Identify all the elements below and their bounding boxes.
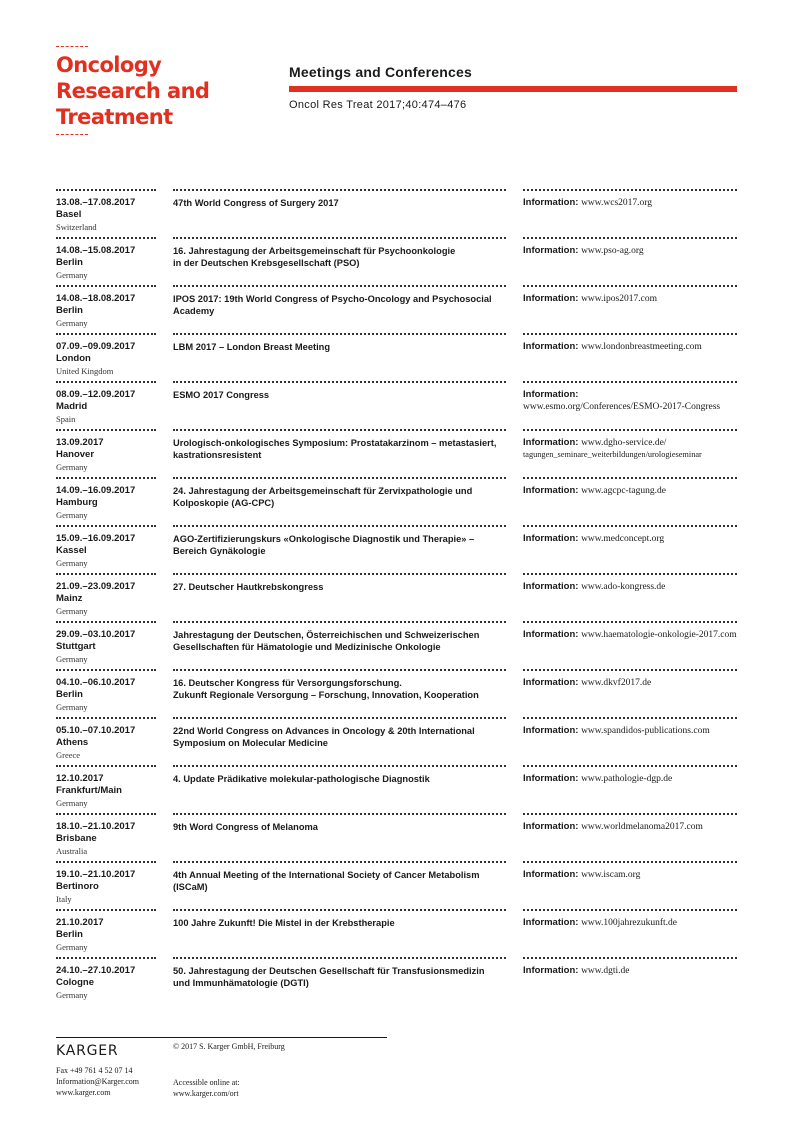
event-row bbox=[56, 621, 737, 669]
event-info-cell bbox=[523, 237, 737, 257]
event-location-cell bbox=[56, 285, 156, 330]
event-info-line bbox=[523, 677, 737, 689]
event-url[interactable]: www.pso-ag.org bbox=[581, 246, 644, 256]
event-location-cell bbox=[56, 381, 156, 426]
event-row bbox=[56, 429, 737, 477]
event-title-line-1: 100 Jahre Zukunft! Die Mistel in der Krebstherapie bbox=[173, 918, 395, 928]
dotted-divider bbox=[173, 189, 506, 191]
logo-divider-bottom bbox=[56, 134, 88, 135]
dotted-divider bbox=[56, 189, 156, 191]
section-title: Meetings and Conferences bbox=[289, 64, 472, 80]
event-location-cell bbox=[56, 861, 156, 906]
event-country: Germany bbox=[56, 462, 88, 472]
event-row bbox=[56, 765, 737, 813]
event-row bbox=[56, 525, 737, 573]
info-label: Information: bbox=[523, 485, 579, 496]
event-title-cell bbox=[173, 813, 506, 833]
event-city: Berlin bbox=[56, 305, 83, 316]
event-title-line-1: 24. Jahrestagung der Arbeitsgemeinschaft für Zervixpathologie und bbox=[173, 486, 473, 496]
event-title-cell bbox=[173, 765, 506, 785]
event-row bbox=[56, 189, 737, 237]
event-location-cell bbox=[56, 525, 156, 570]
logo-line-1: Oncology bbox=[56, 53, 162, 77]
event-title-line-1: 16. Deutscher Kongress für Versorgungsforschung. bbox=[173, 678, 402, 688]
event-url[interactable]: www.ado-kongress.de bbox=[581, 582, 666, 592]
event-date: 14.08.–15.08.2017 bbox=[56, 245, 136, 256]
event-title-line-1: 47th World Congress of Surgery 2017 bbox=[173, 198, 339, 208]
event-country: Germany bbox=[56, 318, 88, 328]
info-label: Information: bbox=[523, 725, 579, 736]
event-city: Berlin bbox=[56, 689, 83, 700]
event-title-line-1: 27. Deutscher Hautkrebskongress bbox=[173, 582, 324, 592]
event-title-line-2: Gesellschaften für Hämatologie und Medizinische Onkologie bbox=[173, 642, 441, 652]
event-country: Spain bbox=[56, 414, 76, 424]
online-access bbox=[173, 1077, 240, 1099]
dotted-divider bbox=[173, 285, 506, 287]
event-row bbox=[56, 285, 737, 333]
dotted-divider bbox=[173, 525, 506, 527]
event-location-cell bbox=[56, 573, 156, 618]
event-title-line-1: AGO-Zertifizierungskurs «Onkologische Diagnostik und Therapie» – bbox=[173, 534, 475, 544]
event-country: Germany bbox=[56, 270, 88, 280]
dotted-divider bbox=[173, 333, 506, 335]
event-url-continued[interactable]: www.esmo.org/Conferences/ESMO-2017-Congress bbox=[523, 402, 721, 412]
event-info-cell bbox=[523, 525, 737, 545]
event-title-line-1: 50. Jahrestagung der Deutschen Gesellschaft für Transfusionsmedizin bbox=[173, 966, 485, 976]
dotted-divider bbox=[173, 573, 506, 575]
dotted-divider bbox=[523, 957, 737, 959]
fax: Fax +49 761 4 52 07 14 bbox=[56, 1066, 133, 1075]
event-row bbox=[56, 861, 737, 909]
event-url[interactable]: www.ipos2017.com bbox=[581, 294, 657, 304]
dotted-divider bbox=[173, 237, 506, 239]
event-location-cell bbox=[56, 813, 156, 858]
dotted-divider bbox=[173, 717, 506, 719]
publisher-contact bbox=[56, 1065, 139, 1098]
event-date: 07.09.–09.09.2017 bbox=[56, 341, 136, 352]
event-location-cell bbox=[56, 909, 156, 954]
event-info-cell bbox=[523, 429, 737, 461]
event-location-cell bbox=[56, 429, 156, 474]
event-row bbox=[56, 477, 737, 525]
event-location-cell bbox=[56, 237, 156, 282]
event-info-line-2 bbox=[523, 449, 737, 461]
info-label: Information: bbox=[523, 197, 579, 208]
dotted-divider bbox=[56, 333, 156, 335]
event-info-line bbox=[523, 389, 737, 401]
event-title-cell bbox=[173, 909, 506, 929]
event-info-cell bbox=[523, 909, 737, 929]
event-title-line-2: Academy bbox=[173, 306, 215, 316]
info-label: Information: bbox=[523, 821, 579, 832]
dotted-divider bbox=[173, 477, 506, 479]
event-info-cell bbox=[523, 333, 737, 353]
dotted-divider bbox=[56, 861, 156, 863]
event-city: Berlin bbox=[56, 929, 83, 940]
event-title-cell bbox=[173, 861, 506, 893]
event-title-line-1: IPOS 2017: 19th World Congress of Psycho-Oncology and Psychosocial bbox=[173, 294, 492, 304]
event-title-cell bbox=[173, 525, 506, 557]
event-title-line-1: Jahrestagung der Deutschen, Österreichischen und Schweizerischen bbox=[173, 630, 480, 640]
event-date: 14.09.–16.09.2017 bbox=[56, 485, 136, 496]
access-url-link[interactable]: www.karger.com/ort bbox=[173, 1089, 239, 1098]
event-location-cell bbox=[56, 765, 156, 810]
info-label: Information: bbox=[523, 869, 579, 880]
event-location-cell bbox=[56, 189, 156, 234]
event-info-cell bbox=[523, 573, 737, 593]
event-city: Frankfurt/Main bbox=[56, 785, 122, 796]
event-url[interactable]: www.londonbreastmeeting.com bbox=[581, 342, 702, 352]
dotted-divider bbox=[56, 285, 156, 287]
event-city: Basel bbox=[56, 209, 82, 220]
event-country: Greece bbox=[56, 750, 81, 760]
dotted-divider bbox=[56, 765, 156, 767]
event-title-cell bbox=[173, 573, 506, 593]
info-label: Information: bbox=[523, 581, 579, 592]
event-date: 04.10.–06.10.2017 bbox=[56, 677, 136, 688]
event-title-line-2: (ISCaM) bbox=[173, 882, 208, 892]
event-date: 13.08.–17.08.2017 bbox=[56, 197, 136, 208]
event-title-line-1: 22nd World Congress on Advances in Oncology & 20th International bbox=[173, 726, 475, 736]
dotted-divider bbox=[523, 477, 737, 479]
event-title-line-1: 9th Word Congress of Melanoma bbox=[173, 822, 318, 832]
event-title-line-1: 4th Annual Meeting of the International Society of Cancer Metabolism bbox=[173, 870, 480, 880]
info-label: Information: bbox=[523, 629, 579, 640]
event-date: 21.10.2017 bbox=[56, 917, 104, 928]
event-city: Cologne bbox=[56, 977, 94, 988]
logo-divider-top bbox=[56, 46, 88, 47]
dotted-divider bbox=[523, 813, 737, 815]
events-list bbox=[56, 189, 737, 1005]
info-label: Information: bbox=[523, 917, 579, 928]
event-info-cell bbox=[523, 285, 737, 305]
event-row bbox=[56, 717, 737, 765]
dotted-divider bbox=[56, 669, 156, 671]
event-city: Hanover bbox=[56, 449, 95, 460]
event-url[interactable]: www.agcpc-tagung.de bbox=[581, 486, 666, 496]
dotted-divider bbox=[523, 573, 737, 575]
event-date: 12.10.2017 bbox=[56, 773, 104, 784]
event-url[interactable]: www.pathologie-dgp.de bbox=[581, 774, 673, 784]
dotted-divider bbox=[173, 909, 506, 911]
dotted-divider bbox=[523, 669, 737, 671]
event-info-line bbox=[523, 533, 737, 545]
event-row bbox=[56, 909, 737, 957]
event-title-cell bbox=[173, 381, 506, 401]
website-link[interactable]: www.karger.com bbox=[56, 1088, 111, 1097]
event-date: 05.10.–07.10.2017 bbox=[56, 725, 136, 736]
event-location-cell bbox=[56, 333, 156, 378]
event-url[interactable]: www.worldmelanoma2017.com bbox=[581, 822, 703, 832]
event-url[interactable]: www.wcs2017.org bbox=[581, 198, 653, 208]
event-info-cell bbox=[523, 957, 737, 977]
dotted-divider bbox=[523, 381, 737, 383]
email-link[interactable]: Information@Karger.com bbox=[56, 1077, 139, 1086]
event-info-cell bbox=[523, 861, 737, 881]
event-country: Germany bbox=[56, 654, 88, 664]
event-location-cell bbox=[56, 621, 156, 666]
event-country: Switzerland bbox=[56, 222, 97, 232]
journal-logo bbox=[56, 46, 226, 135]
dotted-divider bbox=[56, 717, 156, 719]
event-country: Germany bbox=[56, 990, 88, 1000]
info-label: Information: bbox=[523, 293, 579, 304]
event-title-line-1: 16. Jahrestagung der Arbeitsgemeinschaft für Psychoonkologie bbox=[173, 246, 456, 256]
dotted-divider bbox=[523, 189, 737, 191]
event-info-line bbox=[523, 581, 737, 593]
event-url[interactable]: www.dgti.de bbox=[581, 966, 630, 976]
dotted-divider bbox=[523, 861, 737, 863]
event-date: 21.09.–23.09.2017 bbox=[56, 581, 136, 592]
event-title-cell bbox=[173, 717, 506, 749]
event-info-cell bbox=[523, 717, 737, 737]
event-country: Italy bbox=[56, 894, 72, 904]
event-info-line bbox=[523, 293, 737, 305]
event-title-line-1: 4. Update Prädikative molekular-pathologische Diagnostik bbox=[173, 774, 430, 784]
event-info-cell bbox=[523, 669, 737, 689]
event-url[interactable]: www.dkvf2017.de bbox=[581, 678, 652, 688]
event-country: Germany bbox=[56, 942, 88, 952]
event-row bbox=[56, 237, 737, 285]
event-country: Germany bbox=[56, 702, 88, 712]
dotted-divider bbox=[523, 429, 737, 431]
event-title-line-1: ESMO 2017 Congress bbox=[173, 390, 270, 400]
event-date: 08.09.–12.09.2017 bbox=[56, 389, 136, 400]
event-title-line-2: kastrationsresistent bbox=[173, 450, 262, 460]
event-title-cell bbox=[173, 477, 506, 509]
info-label: Information: bbox=[523, 965, 579, 976]
access-label: Accessible online at: bbox=[173, 1078, 240, 1087]
dotted-divider bbox=[56, 957, 156, 959]
dotted-divider bbox=[56, 525, 156, 527]
event-location-cell bbox=[56, 477, 156, 522]
dotted-divider bbox=[56, 621, 156, 623]
dotted-divider bbox=[523, 333, 737, 335]
dotted-divider bbox=[173, 381, 506, 383]
event-city: Athens bbox=[56, 737, 89, 748]
event-title-cell bbox=[173, 669, 506, 701]
dotted-divider bbox=[173, 861, 506, 863]
event-url-continued[interactable]: tagungen_seminare_weiterbildungen/urologieseminar bbox=[523, 450, 702, 459]
publisher-logo: KARGER bbox=[56, 1043, 119, 1059]
dotted-divider bbox=[56, 429, 156, 431]
dotted-divider bbox=[56, 909, 156, 911]
event-title-line-2: Bereich Gynäkologie bbox=[173, 546, 266, 556]
event-title-cell bbox=[173, 189, 506, 209]
event-city: Mainz bbox=[56, 593, 83, 604]
dotted-divider bbox=[523, 525, 737, 527]
event-date: 18.10.–21.10.2017 bbox=[56, 821, 136, 832]
dotted-divider bbox=[523, 285, 737, 287]
page-header bbox=[289, 64, 737, 111]
event-city: Hamburg bbox=[56, 497, 98, 508]
info-label: Information: bbox=[523, 533, 579, 544]
event-info-cell bbox=[523, 765, 737, 785]
event-info-line bbox=[523, 725, 737, 737]
dotted-divider bbox=[523, 237, 737, 239]
logo-line-3: Treatment bbox=[56, 105, 173, 129]
citation: Oncol Res Treat 2017;40:474–476 bbox=[289, 99, 467, 111]
event-info-line bbox=[523, 821, 737, 833]
event-url[interactable]: www.medconcept.org bbox=[581, 534, 665, 544]
event-location-cell bbox=[56, 717, 156, 762]
event-title-cell bbox=[173, 333, 506, 353]
event-title-line-2: und Immunhämatologie (DGTI) bbox=[173, 978, 309, 988]
event-url[interactable]: www.dgho-service.de/ bbox=[581, 438, 667, 448]
event-info-line bbox=[523, 629, 737, 641]
event-city: Berlin bbox=[56, 257, 83, 268]
event-title-cell bbox=[173, 237, 506, 269]
dotted-divider bbox=[173, 621, 506, 623]
event-title-line-1: LBM 2017 – London Breast Meeting bbox=[173, 342, 331, 352]
event-info-cell bbox=[523, 621, 737, 641]
event-date: 15.09.–16.09.2017 bbox=[56, 533, 136, 544]
event-date: 24.10.–27.10.2017 bbox=[56, 965, 136, 976]
event-info-line bbox=[523, 341, 737, 353]
dotted-divider bbox=[56, 477, 156, 479]
info-label: Information: bbox=[523, 341, 579, 352]
dotted-divider bbox=[173, 669, 506, 671]
event-date: 13.09.2017 bbox=[56, 437, 104, 448]
dotted-divider bbox=[56, 237, 156, 239]
logo-line-2: Research and bbox=[56, 79, 210, 103]
info-label: Information: bbox=[523, 389, 579, 400]
info-label: Information: bbox=[523, 437, 579, 448]
event-country: Germany bbox=[56, 510, 88, 520]
event-title-cell bbox=[173, 285, 506, 317]
dotted-divider bbox=[56, 813, 156, 815]
event-url[interactable]: www.spandidos-publications.com bbox=[581, 726, 710, 736]
event-info-cell bbox=[523, 189, 737, 209]
event-country: Australia bbox=[56, 846, 88, 856]
event-row bbox=[56, 957, 737, 1005]
event-date: 29.09.–03.10.2017 bbox=[56, 629, 136, 640]
event-date: 19.10.–21.10.2017 bbox=[56, 869, 136, 880]
event-url[interactable]: www.iscam.org bbox=[581, 870, 641, 880]
dotted-divider bbox=[523, 717, 737, 719]
event-info-line bbox=[523, 773, 737, 785]
event-city: Stuttgart bbox=[56, 641, 96, 652]
event-info-line bbox=[523, 869, 737, 881]
dotted-divider bbox=[523, 765, 737, 767]
event-info-cell bbox=[523, 813, 737, 833]
header-accent-bar bbox=[289, 86, 737, 92]
event-row bbox=[56, 669, 737, 717]
dotted-divider bbox=[56, 381, 156, 383]
event-info-line bbox=[523, 965, 737, 977]
dotted-divider bbox=[56, 573, 156, 575]
dotted-divider bbox=[173, 957, 506, 959]
event-row bbox=[56, 381, 737, 429]
event-title-line-2: Zukunft Regionale Versorgung – Forschung, Innovation, Kooperation bbox=[173, 690, 479, 700]
event-title-line-2: Symposium on Molecular Medicine bbox=[173, 738, 328, 748]
event-row bbox=[56, 813, 737, 861]
event-location-cell bbox=[56, 957, 156, 1002]
event-url[interactable]: www.100jahrezukunft.de bbox=[581, 918, 677, 928]
event-country: United Kingdom bbox=[56, 366, 114, 376]
event-title-line-2: Kolposkopie (AG-CPC) bbox=[173, 498, 275, 508]
event-country: Germany bbox=[56, 798, 88, 808]
event-city: Kassel bbox=[56, 545, 87, 556]
info-label: Information: bbox=[523, 773, 579, 784]
event-title-cell bbox=[173, 957, 506, 989]
event-title-cell bbox=[173, 429, 506, 461]
event-info-line-2 bbox=[523, 401, 737, 413]
event-info-line bbox=[523, 245, 737, 257]
event-country: Germany bbox=[56, 606, 88, 616]
info-label: Information: bbox=[523, 245, 579, 256]
dotted-divider bbox=[173, 813, 506, 815]
event-row bbox=[56, 573, 737, 621]
event-info-cell bbox=[523, 477, 737, 497]
event-info-line bbox=[523, 917, 737, 929]
event-title-line-2: in der Deutschen Krebsgesellschaft (PSO) bbox=[173, 258, 360, 268]
event-row bbox=[56, 333, 737, 381]
event-info-line bbox=[523, 197, 737, 209]
event-date: 14.08.–18.08.2017 bbox=[56, 293, 136, 304]
event-info-cell bbox=[523, 381, 737, 413]
event-city: Brisbane bbox=[56, 833, 97, 844]
dotted-divider bbox=[173, 429, 506, 431]
dotted-divider bbox=[523, 909, 737, 911]
event-info-line bbox=[523, 437, 737, 449]
footer-rule bbox=[56, 1037, 387, 1038]
event-city: London bbox=[56, 353, 91, 364]
event-title-line-1: Urologisch-onkologisches Symposium: Prostatakarzinom – metastasiert, bbox=[173, 438, 497, 448]
event-country: Germany bbox=[56, 558, 88, 568]
event-title-cell bbox=[173, 621, 506, 653]
event-url[interactable]: www.haematologie-onkologie-2017.com bbox=[581, 630, 737, 640]
copyright: © 2017 S. Karger GmbH, Freiburg bbox=[173, 1042, 285, 1051]
event-info-line bbox=[523, 485, 737, 497]
event-city: Madrid bbox=[56, 401, 88, 412]
dotted-divider bbox=[523, 621, 737, 623]
info-label: Information: bbox=[523, 677, 579, 688]
event-location-cell bbox=[56, 669, 156, 714]
event-city: Bertinoro bbox=[56, 881, 99, 892]
dotted-divider bbox=[173, 765, 506, 767]
